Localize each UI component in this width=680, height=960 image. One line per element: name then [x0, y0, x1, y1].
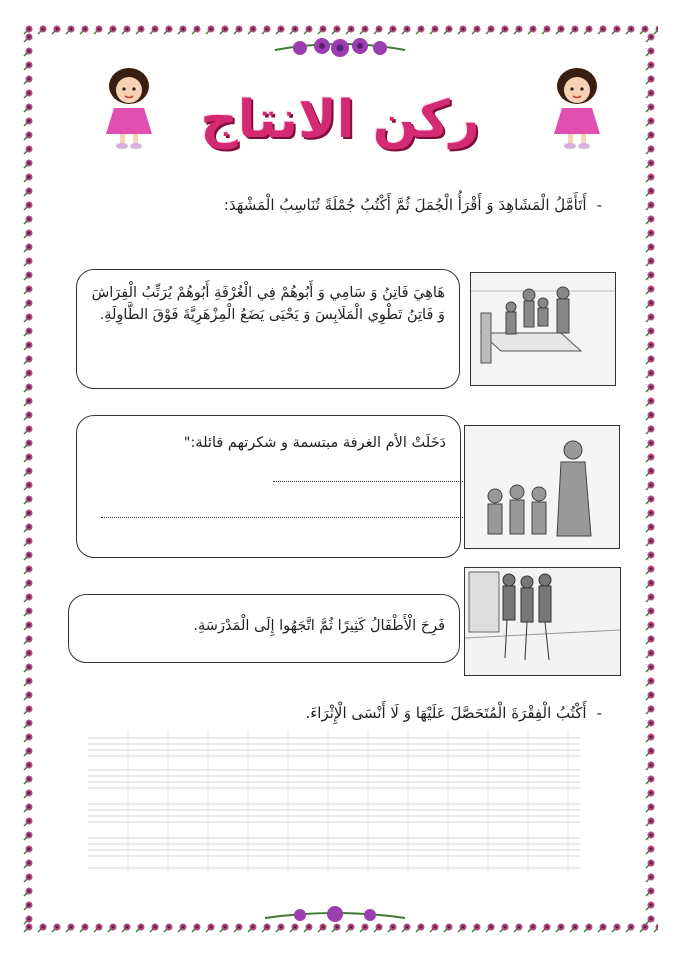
scene-1-text-box — [76, 269, 460, 389]
flower-ornament-bottom-icon — [260, 904, 410, 926]
scene-1-text: هَاهِيَ فَاتِنُ وَ سَامِي وَ أَبُوهُمْ فِي الْغُرْفَةِ أَبُوهُمْ يُرَتِّبُ الْفِرَاشَ وَ فَاتِنُ تَطْوِي الْمَلَابِسَ وَ يَحْيَى يَضَعُ الْمِزْهَرِيَّةَ فَوْقَ الطَّاوِلَةِ. — [91, 285, 445, 323]
page-title: ركن الانتاج — [200, 90, 480, 150]
girl-cartoon-left-icon — [96, 64, 162, 150]
decorative-border-left — [22, 30, 36, 925]
decorative-border-right — [644, 30, 658, 925]
scene-3-text-box — [68, 594, 460, 663]
scene-2-text: دَخَلَتْ الأم الغرفة مبتسمة و شكرتهم قائلة:" — [183, 435, 446, 451]
scene-2-text-box — [76, 415, 461, 558]
scene-3-illustration-icon — [464, 567, 621, 676]
handwriting-lines-area[interactable] — [88, 730, 580, 872]
instruction-write-paragraph: -أَكْتُبُ الْفِقْرَةَ الْمُتَحَصَّلَ عَلَيْهَا وَ لَا أَنْسَى الْإِثْرَاءَ. — [305, 704, 602, 722]
scene-3-text: فَرِحَ الْأَطْفَالُ كَثِيرًا ثُمَّ اتَّجَهُوا إِلَى الْمَدْرَسَةِ. — [193, 618, 445, 634]
scene-2-illustration-icon — [464, 425, 620, 549]
instruction-text: أَكْتُبُ الْفِقْرَةَ الْمُتَحَصَّلَ عَلَيْهَا وَ لَا أَنْسَى الْإِثْرَاءَ. — [305, 704, 587, 722]
decorative-border-top — [22, 22, 658, 36]
answer-line-2[interactable] — [101, 517, 523, 518]
instruction-observe-scenes: -أَتَأَمَّلُ الْمَشَاهِدَ وَ أَقْرَأُ الْجُمَلَ ثُمَّ أَكْتُبُ جُمْلَةً تُنَاسِبُ الْمَشْهَدَ: — [223, 196, 602, 214]
flower-ornament-top-icon — [270, 36, 410, 62]
scene-1-illustration-icon — [470, 272, 616, 386]
girl-cartoon-right-icon — [544, 64, 610, 150]
instruction-text: أَتَأَمَّلُ الْمَشَاهِدَ وَ أَقْرَأُ الْجُمَلَ ثُمَّ أَكْتُبُ جُمْلَةً تُنَاسِبُ الْمَشْهَدَ: — [223, 196, 587, 214]
